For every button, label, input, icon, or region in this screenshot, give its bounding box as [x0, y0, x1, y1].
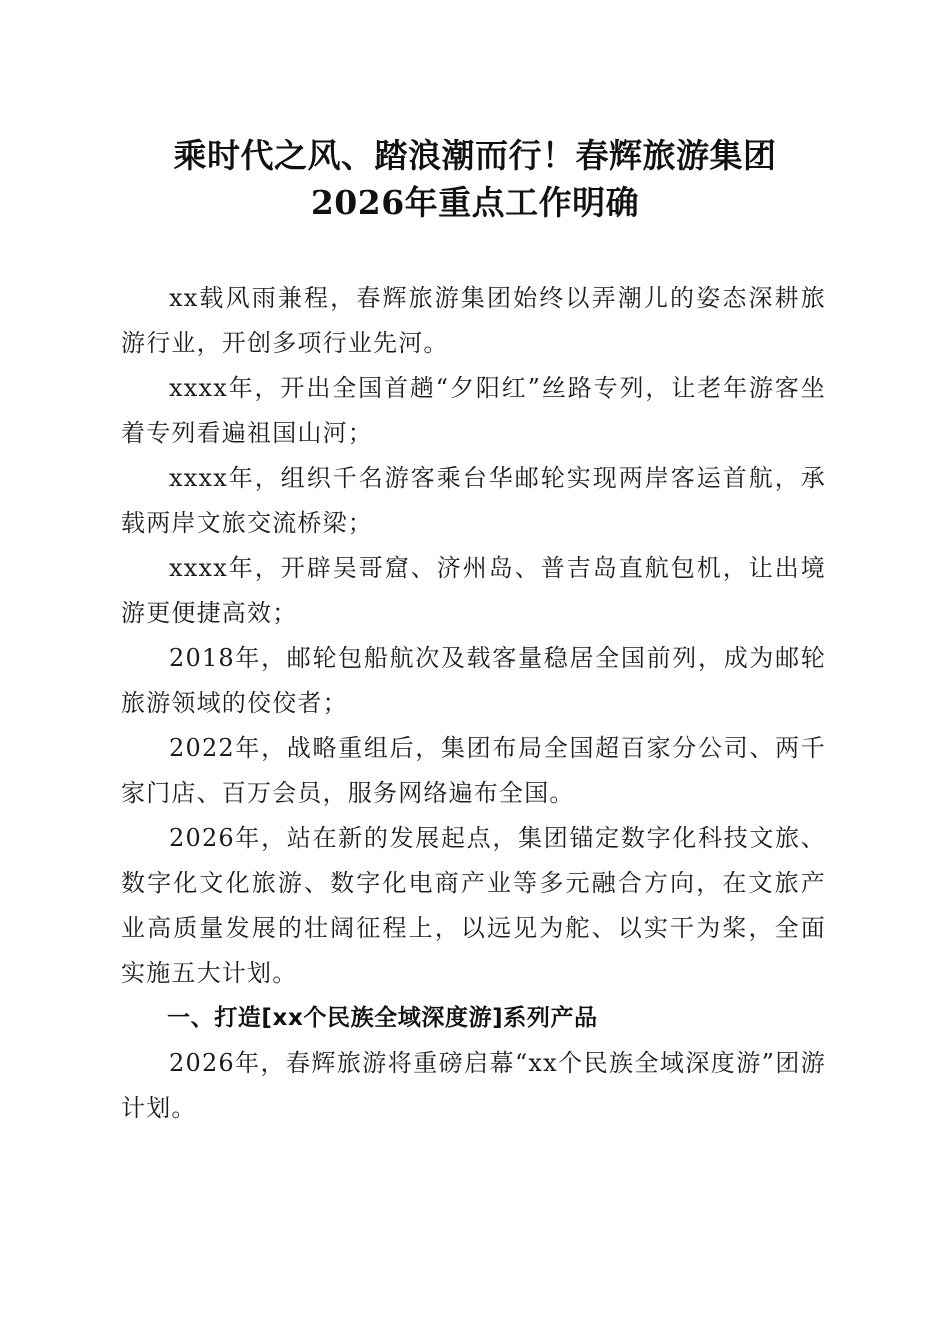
- paragraph-charter-flights: xxxx年，开辟吴哥窟、济州岛、普吉岛直航包机，让出境游更便捷高效；: [121, 554, 826, 627]
- paragraph-2022: 2022年，战略重组后，集团布局全国超百家分公司、两千家门店、百万会员，服务网络遍布全国。: [121, 734, 826, 807]
- paragraph-cross-strait-cruise: xxxx年，组织千名游客乘台华邮轮实现两岸客运首航，承载两岸文旅交流桥梁；: [121, 464, 826, 537]
- document-body: [121, 276, 826, 1131]
- title-line-1: 乘时代之风、踏浪潮而行！春辉旅游集团: [173, 136, 777, 175]
- section-1-paragraph: 2026年，春辉旅游将重磅启幕“xx个民族全域深度游”团游计划。: [121, 1049, 826, 1122]
- paragraph-2018: 2018年，邮轮包船航次及载客量稳居全国前列，成为邮轮旅游领域的佼佼者；: [121, 644, 826, 717]
- paragraph-silk-road-train: xxxx年，开出全国首趟“夕阳红”丝路专列，让老年游客坐着专列看遍祖国山河；: [121, 374, 826, 447]
- paragraph-intro: xx载风雨兼程，春辉旅游集团始终以弄潮儿的姿态深耕旅游行业，开创多项行业先河。: [121, 284, 826, 357]
- paragraph-2026: 2026年，站在新的发展起点，集团锚定数字化科技文旅、数字化文化旅游、数字化电商产业等多元融合方向，在文旅产业高质量发展的壮阔征程上，以远见为舵、以实干为桨，全面实施五大计划。: [121, 824, 826, 987]
- section-heading-1: 一、打造[xx个民族全域深度游]系列产品: [167, 1005, 598, 1031]
- document-title: [100, 132, 850, 226]
- title-line-2: 2026年重点工作明确: [310, 183, 640, 222]
